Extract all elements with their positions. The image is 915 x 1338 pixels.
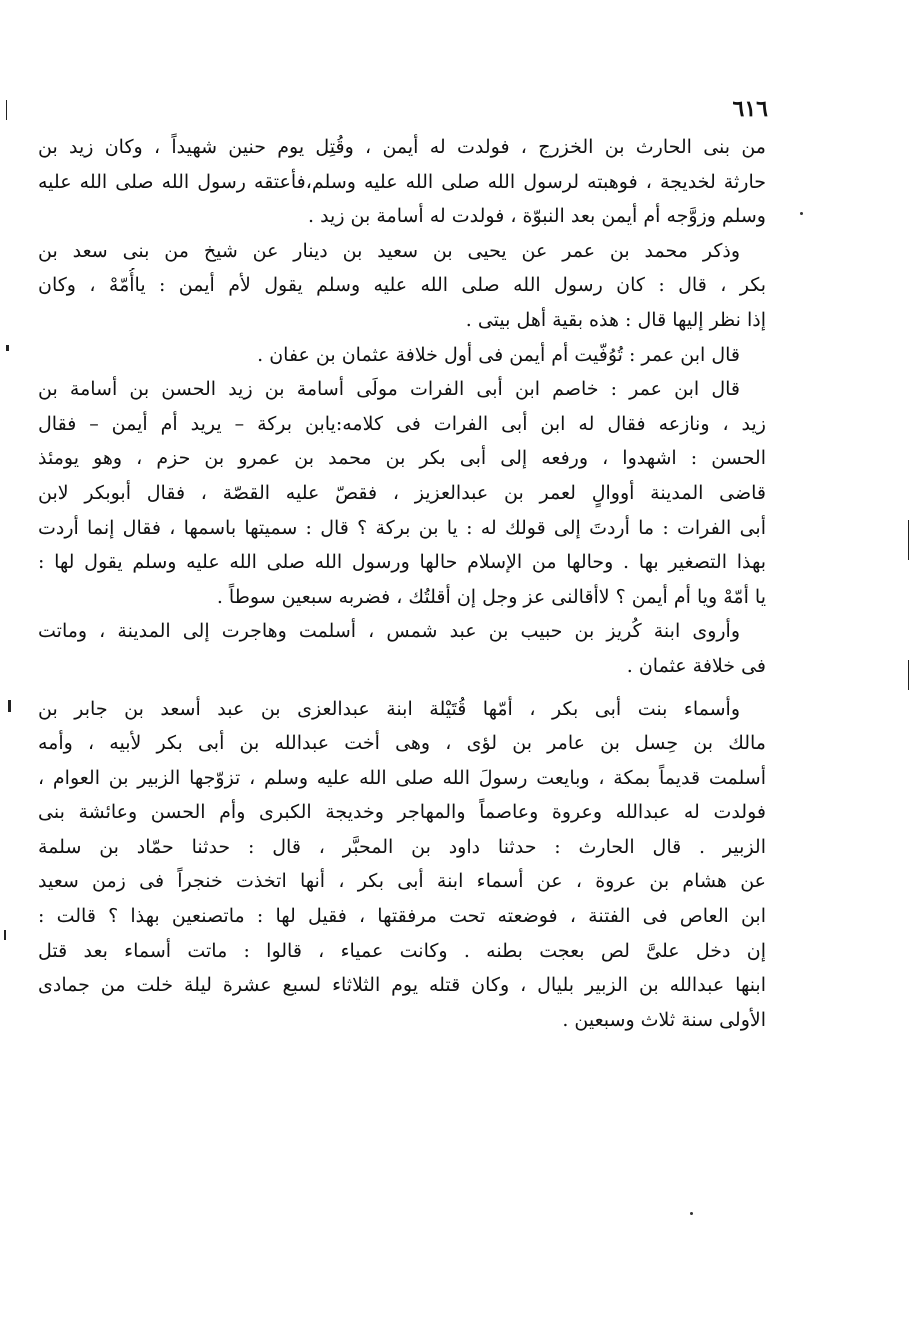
text-line: بهذا التصغير بها . وحالها من الإسلام حالها ورسول الله صلى الله عليه وسلم يقول لها : — [38, 551, 766, 574]
scan-edge-mark — [8, 700, 11, 712]
text-line: وأروى ابنة كُريز بن حبيب بن عبد شمس ، أسلمت وهاجرت إلى المدينة ، وماتت — [38, 620, 740, 643]
text-line: وأسماء بنت أبى بكر ، أمّها قُتَيْلة ابنة عبدالعزى بن عبد أسعد بن جابر بن — [38, 697, 740, 720]
text-line: وذكر محمد بن عمر عن يحيى بن سعيد بن دينار عن شيخ من بنى سعد بن — [38, 239, 741, 262]
text-line: بكر ، قال : كان رسول الله صلى الله عليه وسلم يقول لأم أيمن : ياأُمّهْ ، وكان — [38, 274, 766, 297]
text-line: قال ابن عمر : خاصم ابن أبى الفرات مولَى أسامة بن زيد الحسن بن أسامة بن — [38, 378, 740, 401]
scan-speck — [800, 212, 803, 215]
text-line: قاضى المدينة أووالٍ لعمر بن عبدالعزيز ، فقصّ عليه القصّة ، فقال أبوبكر لابن — [38, 481, 766, 504]
text-line: زيد ، ونازعه فقال له ابن أبى الفرات فى كلامه:يابن بركة – يريد أم أيمن – فقال — [38, 412, 766, 435]
text-line: الحسن : اشهدوا ، ورفعه إلى أبى بكر بن محمد بن عمرو بن حزم ، وهو يومئذ — [38, 447, 766, 470]
page-number: ٦١٦ — [732, 96, 768, 122]
scan-edge-mark — [908, 520, 909, 560]
text-line: ابن العاص فى الفتنة ، فوضعته تحت مرفقتها ، فقيل لها : ماتصنعين بهذا ؟ قالت : — [38, 905, 766, 928]
text-line: إن دخل علىَّ لص بعجت بطنه . وكانت عمياء ، قالوا : ماتت أسماء بعد قتل — [38, 939, 766, 962]
text-line: الأولى سنة ثلاث وسبعين . — [562, 1008, 766, 1031]
text-line: قال ابن عمر : تُوُفّيت أم أيمن فى أول خلافة عثمان بن عفان . — [257, 343, 740, 366]
scan-edge-mark — [908, 660, 909, 690]
scan-speck — [690, 1212, 693, 1215]
text-line: من بنى الحارث بن الخزرج ، فولدت له أيمن ، وقُتِل يوم حنين شهيداً ، وكان زيد بن — [38, 136, 766, 158]
scan-edge-mark — [4, 930, 6, 940]
text-line: أسلمت قديماً بمكة ، وبايعت رسولَ الله صلى الله عليه وسلم ، تزوّجها الزبير بن العوام ، — [38, 766, 766, 789]
text-line: أبى الفرات : ما أردتَ إلى قولك له : يا بن بركة ؟ قال : سميتها باسمها ، فقال إنما أردت — [38, 516, 766, 539]
scan-edge-mark — [6, 100, 7, 120]
text-line: وسلم وزوَّجه أم أيمن بعد النبوّة ، فولدت له أسامة بن زيد . — [308, 205, 766, 228]
body-text — [38, 130, 766, 1037]
paragraph-gap — [38, 684, 766, 692]
text-line: ابنها عبدالله بن الزبير بليال ، وكان قتله يوم الثلاثاء لسبع عشرة ليلة خلت من جمادى — [38, 974, 766, 997]
text-line: عن هشام بن عروة ، عن أسماء ابنة أبى بكر ، أنها اتخذت خنجراً فى زمن سعيد — [38, 870, 766, 893]
text-line: إذا نظر إليها قال : هذه بقية أهل بيتى . — [465, 308, 766, 331]
text-line: يا أمّهْ ويا أم أيمن ؟ لاأقالنى عز وجل إن أقلتُك ، فضربه سبعين سوطاً . — [216, 585, 766, 608]
scan-edge-mark — [6, 345, 9, 351]
text-line: الزبير . قال الحارث : حدثنا داود بن المحبَّر ، قال : حدثنا حمّاد بن سلمة — [38, 835, 766, 858]
text-line: مالك بن حِسل بن عامر بن لؤى ، وهى أخت عبدالله بن أبى بكر لأبيه ، وأمه — [38, 732, 766, 755]
text-line: فولدت له عبدالله وعروة وعاصماً والمهاجر وخديجة الكبرى وأم الحسن وعائشة بنى — [38, 801, 766, 824]
text-line: حارثة لخديجة ، فوهبته لرسول الله صلى الله عليه وسلم،فأعتقه رسول الله صلى الله عليه — [38, 170, 766, 193]
text-line: فى خلافة عثمان . — [626, 654, 766, 677]
